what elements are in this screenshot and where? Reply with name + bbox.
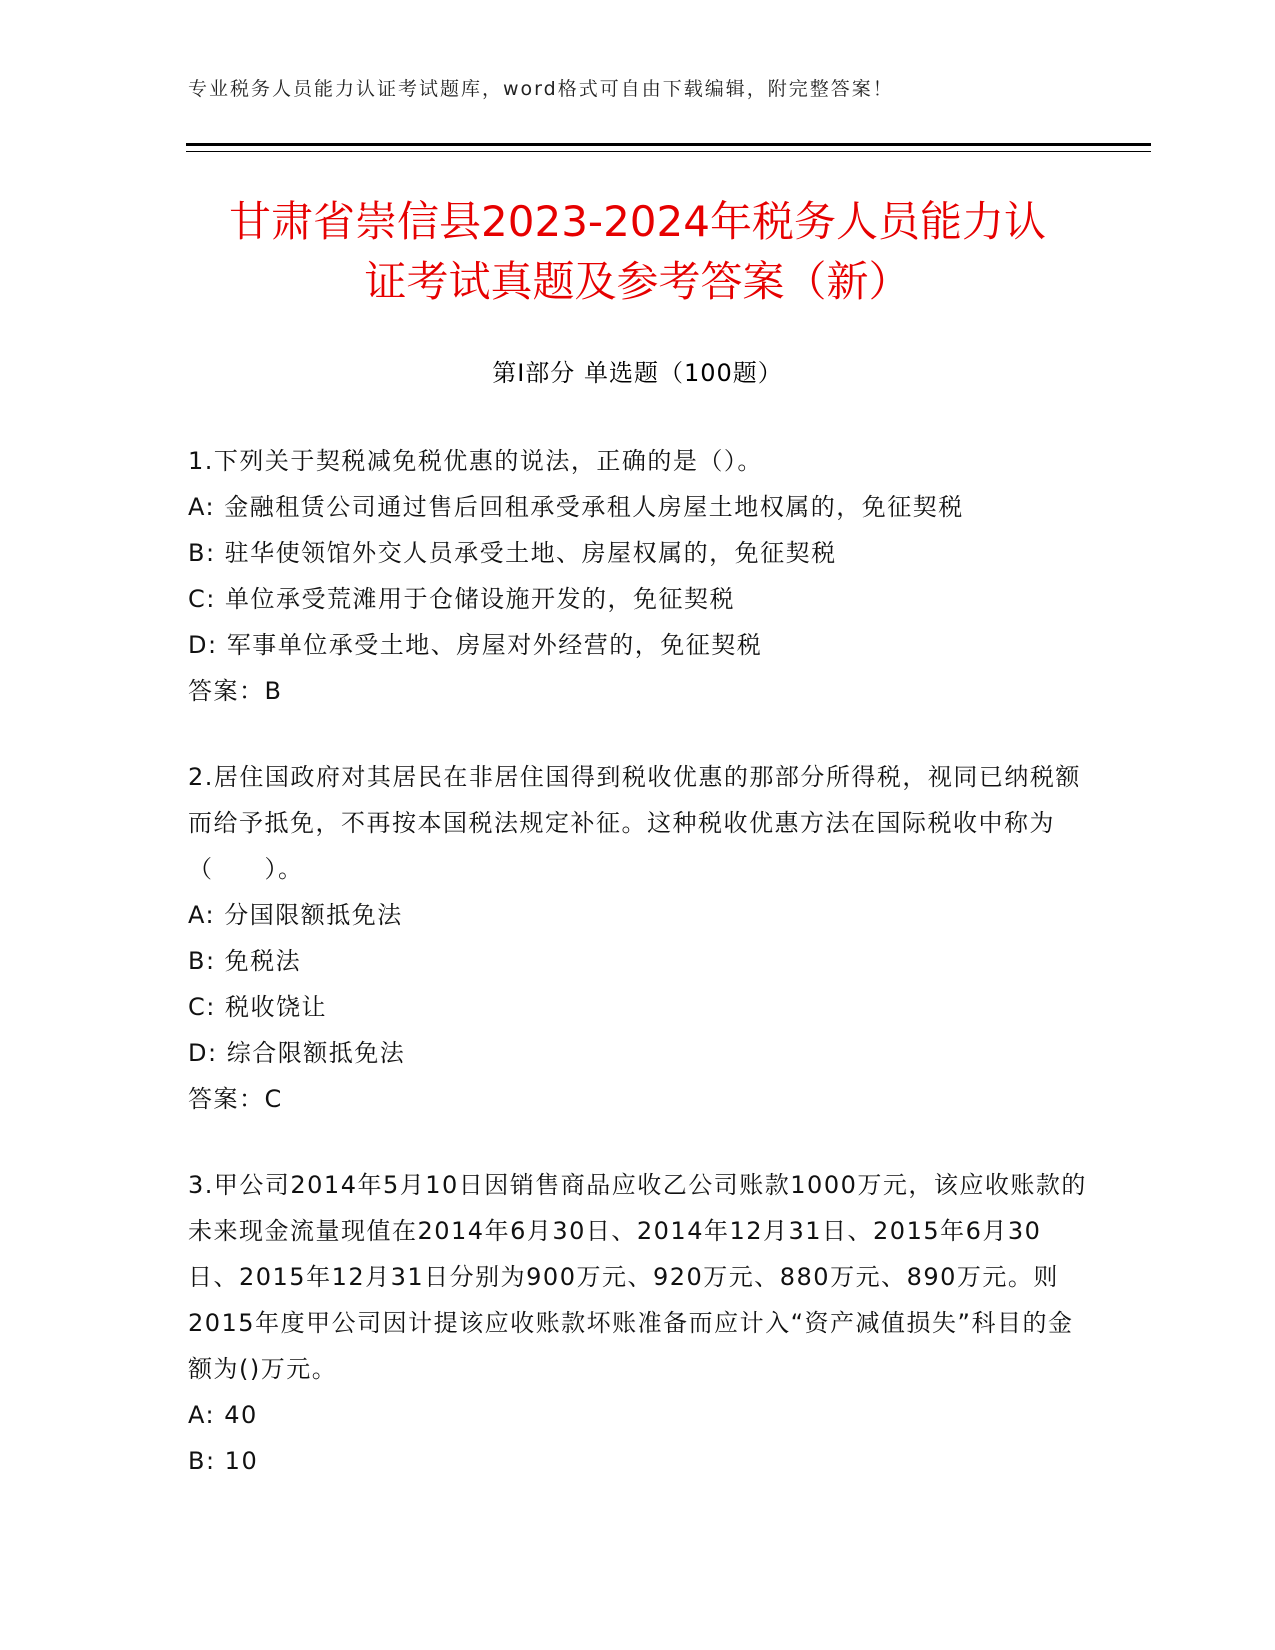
header-note: 专业税务人员能力认证考试题库，word格式可自由下载编辑，附完整答案！ [188, 78, 894, 100]
option-d: D: 军事单位承受土地、房屋对外经营的，免征契税 [188, 631, 763, 659]
option-d: D: 综合限额抵免法 [188, 1039, 406, 1067]
section-title: 第Ⅰ部分 单选题（100题） [492, 359, 783, 387]
option-b: B: 驻华使领馆外交人员承受土地、房屋权属的，免征契税 [188, 539, 837, 567]
question-3 [188, 1162, 1088, 1484]
question-2 [188, 754, 1088, 1122]
answer: 答案：B [188, 677, 283, 705]
header-rule-thin [186, 151, 1151, 152]
option-c: C: 单位承受荒滩用于仓储设施开发的，免征契税 [188, 585, 735, 613]
option-b: B: 免税法 [188, 947, 302, 975]
header-rule-thick [186, 143, 1151, 146]
answer: 答案：C [188, 1085, 283, 1113]
option-b: B: 10 [188, 1447, 259, 1475]
option-c: C: 税收饶让 [188, 993, 327, 1021]
document-title [140, 192, 1135, 312]
option-a: A: 分国限额抵免法 [188, 901, 403, 929]
question-stem: 3.甲公司2014年5月10日因销售商品应收乙公司账款1000万元，该应收账款的未来现金流量现值在2014年6月30日、2014年12月31日、2015年6月30日、2015年12月31日分别为900万元、920万元、880万元、890万元。则2015年度甲公司因计提该应收账款坏账准备而应计入“资产减值损失”科目的金额为()万元。 [188, 1171, 1087, 1383]
question-stem: 1.下列关于契税减免税优惠的说法，正确的是（）。 [188, 447, 763, 475]
question-stem: 2.居住国政府对其居民在非居住国得到税收优惠的那部分所得税，视同已纳税额而给予抵免，不再按本国税法规定补征。这种税收优惠方法在国际税收中称为（ ）。 [188, 763, 1081, 883]
option-a: A: 金融租赁公司通过售后回租承受承租人房屋土地权属的，免征契税 [188, 493, 964, 521]
question-list [188, 438, 1088, 1524]
document-title-line-2: 证考试真题及参考答案（新） [364, 257, 911, 306]
option-a: A: 40 [188, 1401, 258, 1429]
question-1 [188, 438, 1088, 714]
document-title-line-1: 甘肃省崇信县2023-2024年税务人员能力认 [229, 197, 1046, 246]
